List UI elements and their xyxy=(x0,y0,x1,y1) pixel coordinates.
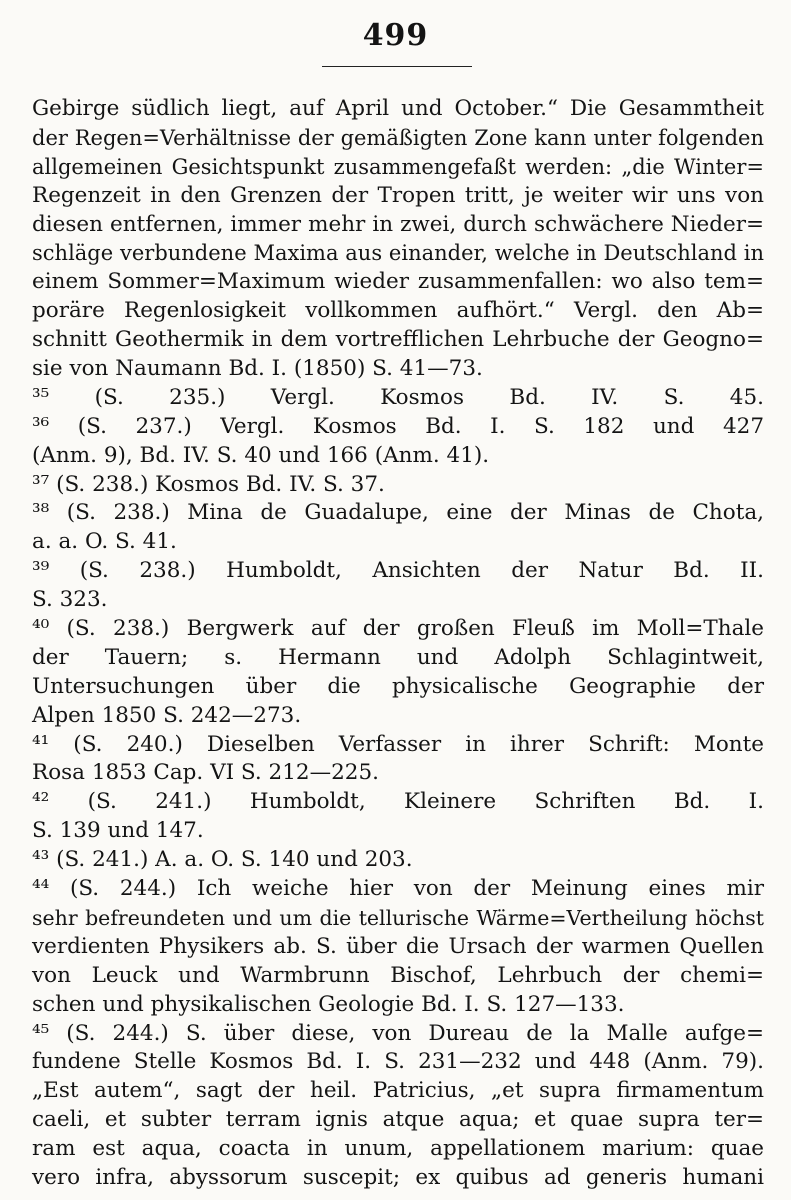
text-line: Alpen 1850 S. 242—273. xyxy=(32,702,302,728)
text-line: der Tauern; s. Hermann und Adolph Schlagintweit, xyxy=(32,644,764,670)
text-line: caeli, et subter terram ignis atque aqua; et quae supra ter= xyxy=(32,1107,764,1133)
footnote-40: ⁴⁰ (S. 238.) Bergwerk auf der großen Fleuß im Moll=Thale xyxy=(32,616,764,642)
text-line: von Leuck und Warmbrunn Bischof, Lehrbuch der chemi= xyxy=(32,962,764,988)
text-line: fundene Stelle Kosmos Bd. I. S. 231—232 und 448 (Anm. 79). xyxy=(32,1049,764,1075)
header-rule xyxy=(322,66,472,67)
text-line: vero infra, abyssorum suscepit; ex quibus ad generis humani xyxy=(32,1164,764,1190)
footnote-41: ⁴¹ (S. 240.) Dieselben Verfasser in ihrer Schrift: Monte xyxy=(32,731,764,757)
text-line: diesen entfernen, immer mehr in zwei, durch schwächere Nieder= xyxy=(32,211,764,237)
text-line: schnitt Geothermik in dem vortrefflichen Lehrbuche der Geogno= xyxy=(32,327,764,353)
text-line: schläge verbundene Maxima aus einander, welche in Deutschland in xyxy=(32,241,764,266)
text-line: der Regen=Verhältnisse der gemäßigten Zone kann unter folgenden xyxy=(32,125,764,150)
footnote-36: ³⁶ (S. 237.) Vergl. Kosmos Bd. I. S. 182 und 427 xyxy=(32,413,764,439)
footnote-39: ³⁹ (S. 238.) Humboldt, Ansichten der Natur Bd. II. xyxy=(32,558,764,584)
text-line: Rosa 1853 Cap. VI S. 212—225. xyxy=(32,760,379,786)
text-line: sie von Naumann Bd. I. (1850) S. 41—73. xyxy=(32,356,483,382)
text-line: S. 139 und 147. xyxy=(32,818,204,844)
footnote-35: ³⁵ (S. 235.) Vergl. Kosmos Bd. IV. S. 45. xyxy=(32,384,764,410)
text-line: Regenzeit in den Grenzen der Tropen tritt, je weiter wir uns von xyxy=(32,182,764,208)
text-line: ram est aqua, coacta in unum, appellationem marium: quae xyxy=(32,1136,764,1162)
text-line: einem Sommer=Maximum wieder zusammenfallen: wo also tem= xyxy=(32,269,764,295)
text-line: „Est autem“, sagt der heil. Patricius, „et supra firmamentum xyxy=(32,1078,764,1104)
footnote-45: ⁴⁵ (S. 244.) S. über diese, von Dureau de la Malle aufge= xyxy=(32,1020,764,1046)
footnote-38: ³⁸ (S. 238.) Mina de Guadalupe, eine der Minas de Chota, xyxy=(32,500,764,526)
text-line: a. a. O. S. 41. xyxy=(32,529,177,555)
footnote-42: ⁴² (S. 241.) Humboldt, Kleinere Schriften Bd. I. xyxy=(32,789,764,815)
text-line: allgemeinen Gesichtspunkt zusammengefaßt werden: „die Winter= xyxy=(32,154,764,179)
text-line: S. 323. xyxy=(32,587,108,613)
footnote-37: ³⁷ (S. 238.) Kosmos Bd. IV. S. 37. xyxy=(32,471,385,497)
text-line: Untersuchungen über die physicalische Geographie der xyxy=(32,673,764,699)
footnote-44: ⁴⁴ (S. 244.) Ich weiche hier von der Meinung eines mir xyxy=(32,876,764,902)
text-line: verdienten Physikers ab. S. über die Ursach der warmen Quellen xyxy=(32,933,764,959)
text-line: sehr befreundeten und um die tellurische Wärme=Vertheilung höchst xyxy=(32,905,764,930)
text-line: poräre Regenlosigkeit vollkommen aufhört.“ Vergl. den Ab= xyxy=(32,298,764,324)
footnote-43: ⁴³ (S. 241.) A. a. O. S. 140 und 203. xyxy=(32,847,413,873)
footnotes-text xyxy=(32,95,764,1193)
text-line: Gebirge südlich liegt, auf April und October.“ Die Gesammtheit xyxy=(32,96,764,121)
text-line: (Anm. 9), Bd. IV. S. 40 und 166 (Anm. 41). xyxy=(32,442,490,468)
text-line: schen und physikalischen Geologie Bd. I. S. 127—133. xyxy=(32,991,625,1017)
page-number: 499 xyxy=(362,18,429,53)
